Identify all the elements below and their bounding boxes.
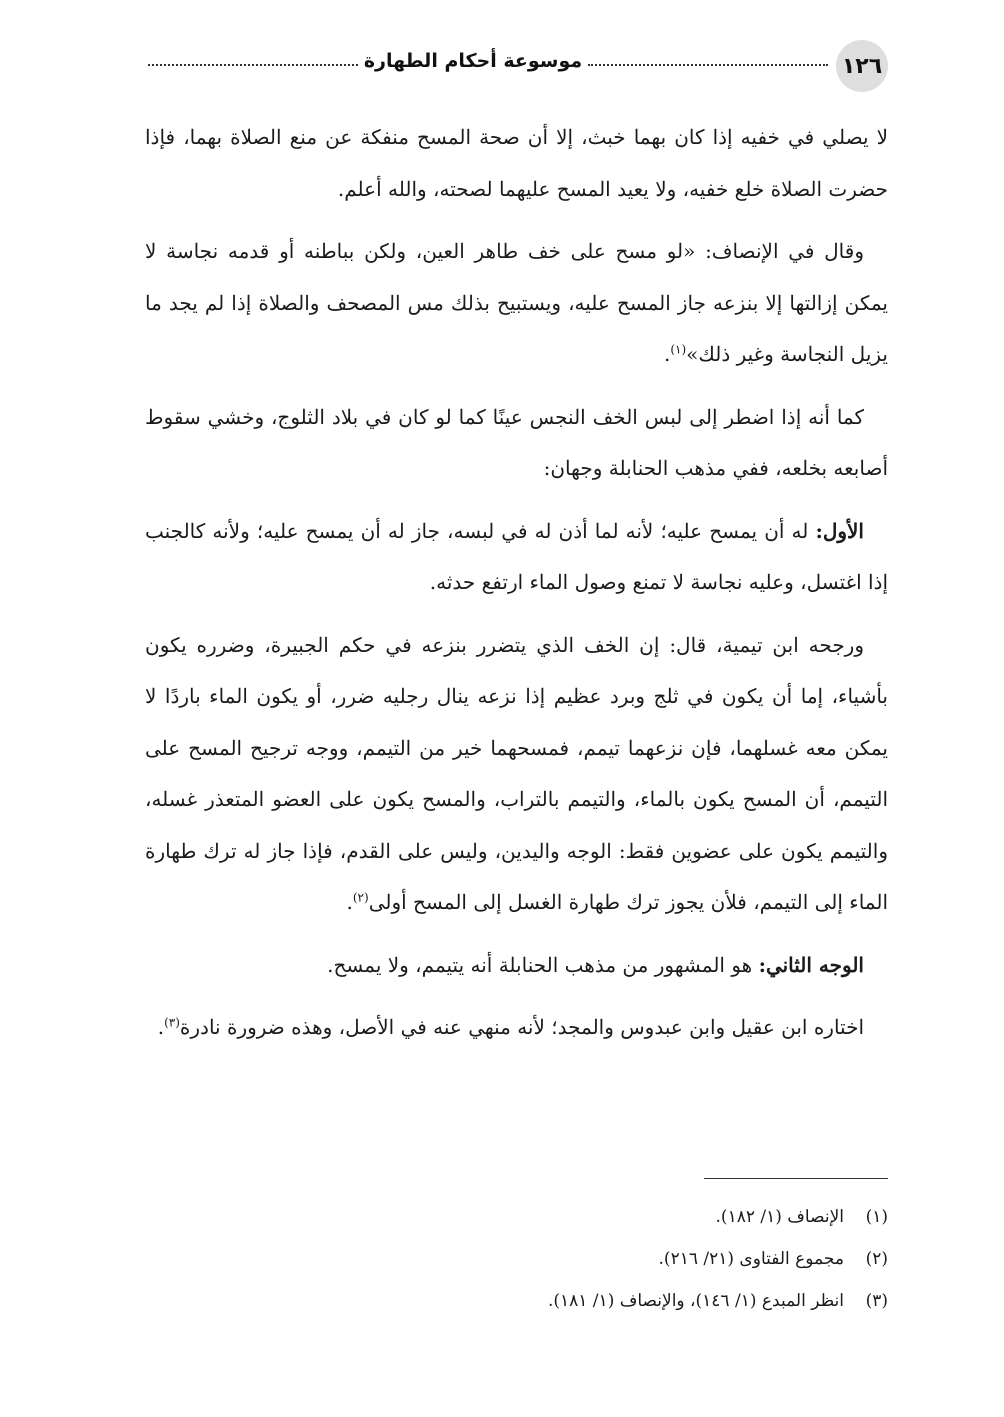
paragraph-lead: الوجه الثاني:: [758, 952, 864, 977]
page-header: [140, 40, 888, 106]
footnote-ref[interactable]: (٣): [164, 1015, 180, 1030]
footnotes: [145, 1196, 888, 1322]
paragraph-lead: الأول:: [815, 518, 864, 543]
paragraph-end: .: [346, 890, 353, 914]
header-dotted-rule-left: [148, 64, 358, 66]
paragraph: [145, 506, 888, 609]
paragraph: [145, 392, 888, 495]
paragraph-end: .: [157, 1015, 165, 1039]
paragraph-text: له أن يمسح عليه؛ لأنه لما أذن له في لبسه، جاز له أن يمسح عليه؛ ولأنه كالجنب إذا اغتسل، وعليه نجاسة لا تمنع وصول الماء ارتفع حدثه.: [145, 518, 888, 594]
paragraph-text: ورجحه ابن تيمية، قال: إن الخف الذي يتضرر بنزعه في حكم الجبيرة، وضرره يكون بأشياء، إما أن يكون في ثلج وبرد عظيم إذا نزعه ينال رجليه ضرر، أو يكون الماء باردًا لا يمكن معه غسلهما، فإن نزعهما تيمم، فمسحهما خير من التيمم، ووجه ترجيح المسح على التيمم، أن المسح يكون بالماء، والتيمم بالتراب، والمسح يكون على العضو المتعذر غسله، والتيمم يكون على عضوين فقط: الوجه واليدين، وليس على القدم، فإذا جاز له ترك طهارة الماء إلى التيمم، فلأن يجوز ترك طهارة الغسل إلى المسح أولى: [145, 632, 889, 914]
paragraph-end: .: [663, 342, 671, 366]
footnote-ref[interactable]: (٢): [352, 890, 369, 905]
header-dotted-rule-right: [588, 64, 828, 66]
paragraph: [145, 940, 888, 992]
paragraph: [145, 1002, 888, 1054]
footnote-separator: [704, 1178, 888, 1179]
page-number-badge: ١٢٦: [836, 40, 888, 92]
paragraph-text: هو المشهور من مذهب الحنابلة أنه يتيمم، ولا يمسح.: [327, 952, 759, 977]
footnote-text: مجموع الفتاوى (٢١/ ٢١٦).: [658, 1249, 844, 1269]
paragraph-text: اختاره ابن عقيل وابن عبدوس والمجد؛ لأنه منهي عنه في الأصل، وهذه ضرورة نادرة: [179, 1015, 864, 1039]
footnote-ref[interactable]: (١): [670, 342, 687, 357]
footnote: [145, 1280, 888, 1322]
footnote: [145, 1196, 888, 1238]
paragraph: [145, 620, 888, 929]
footnote: [145, 1238, 888, 1280]
footnote-text: الإنصاف (١/ ١٨٢).: [715, 1207, 844, 1227]
paragraph: [145, 226, 888, 381]
main-text: [145, 112, 888, 1054]
footnote-number: (٢): [865, 1249, 888, 1269]
paragraph: [145, 112, 888, 215]
paragraph-text: كما أنه إذا اضطر إلى لبس الخف النجس عينًا كما لو كان في بلاد الثلوج، وخشي سقوط أصابعه بخلعه، ففي مذهب الحنابلة وجهان:: [145, 404, 888, 480]
footnote-number: (٣): [865, 1291, 888, 1311]
paragraph-text: لا يصلي في خفيه إذا كان بهما خبث، إلا أن صحة المسح منفكة عن منع الصلاة بهما، فإذا حضرت الصلاة خلع خفيه، ولا يعيد المسح عليهما لصحته، والله أعلم.: [145, 125, 888, 201]
footnote-number: (١): [865, 1207, 888, 1227]
running-title: موسوعة أحكام الطهارة: [363, 50, 583, 72]
footnote-text: انظر المبدع (١/ ١٤٦)، والإنصاف (١/ ١٨١).: [547, 1291, 844, 1311]
paragraph-text: وقال في الإنصاف: «لو مسح على خف طاهر العين، ولكن بباطنه أو قدمه نجاسة لا يمكن إزالتها إلا بنزعه جاز المسح عليه، ويستبيح بذلك مس المصحف والصلاة إذا لم يجد ما يزيل النجاسة وغير ذلك»: [145, 239, 888, 366]
